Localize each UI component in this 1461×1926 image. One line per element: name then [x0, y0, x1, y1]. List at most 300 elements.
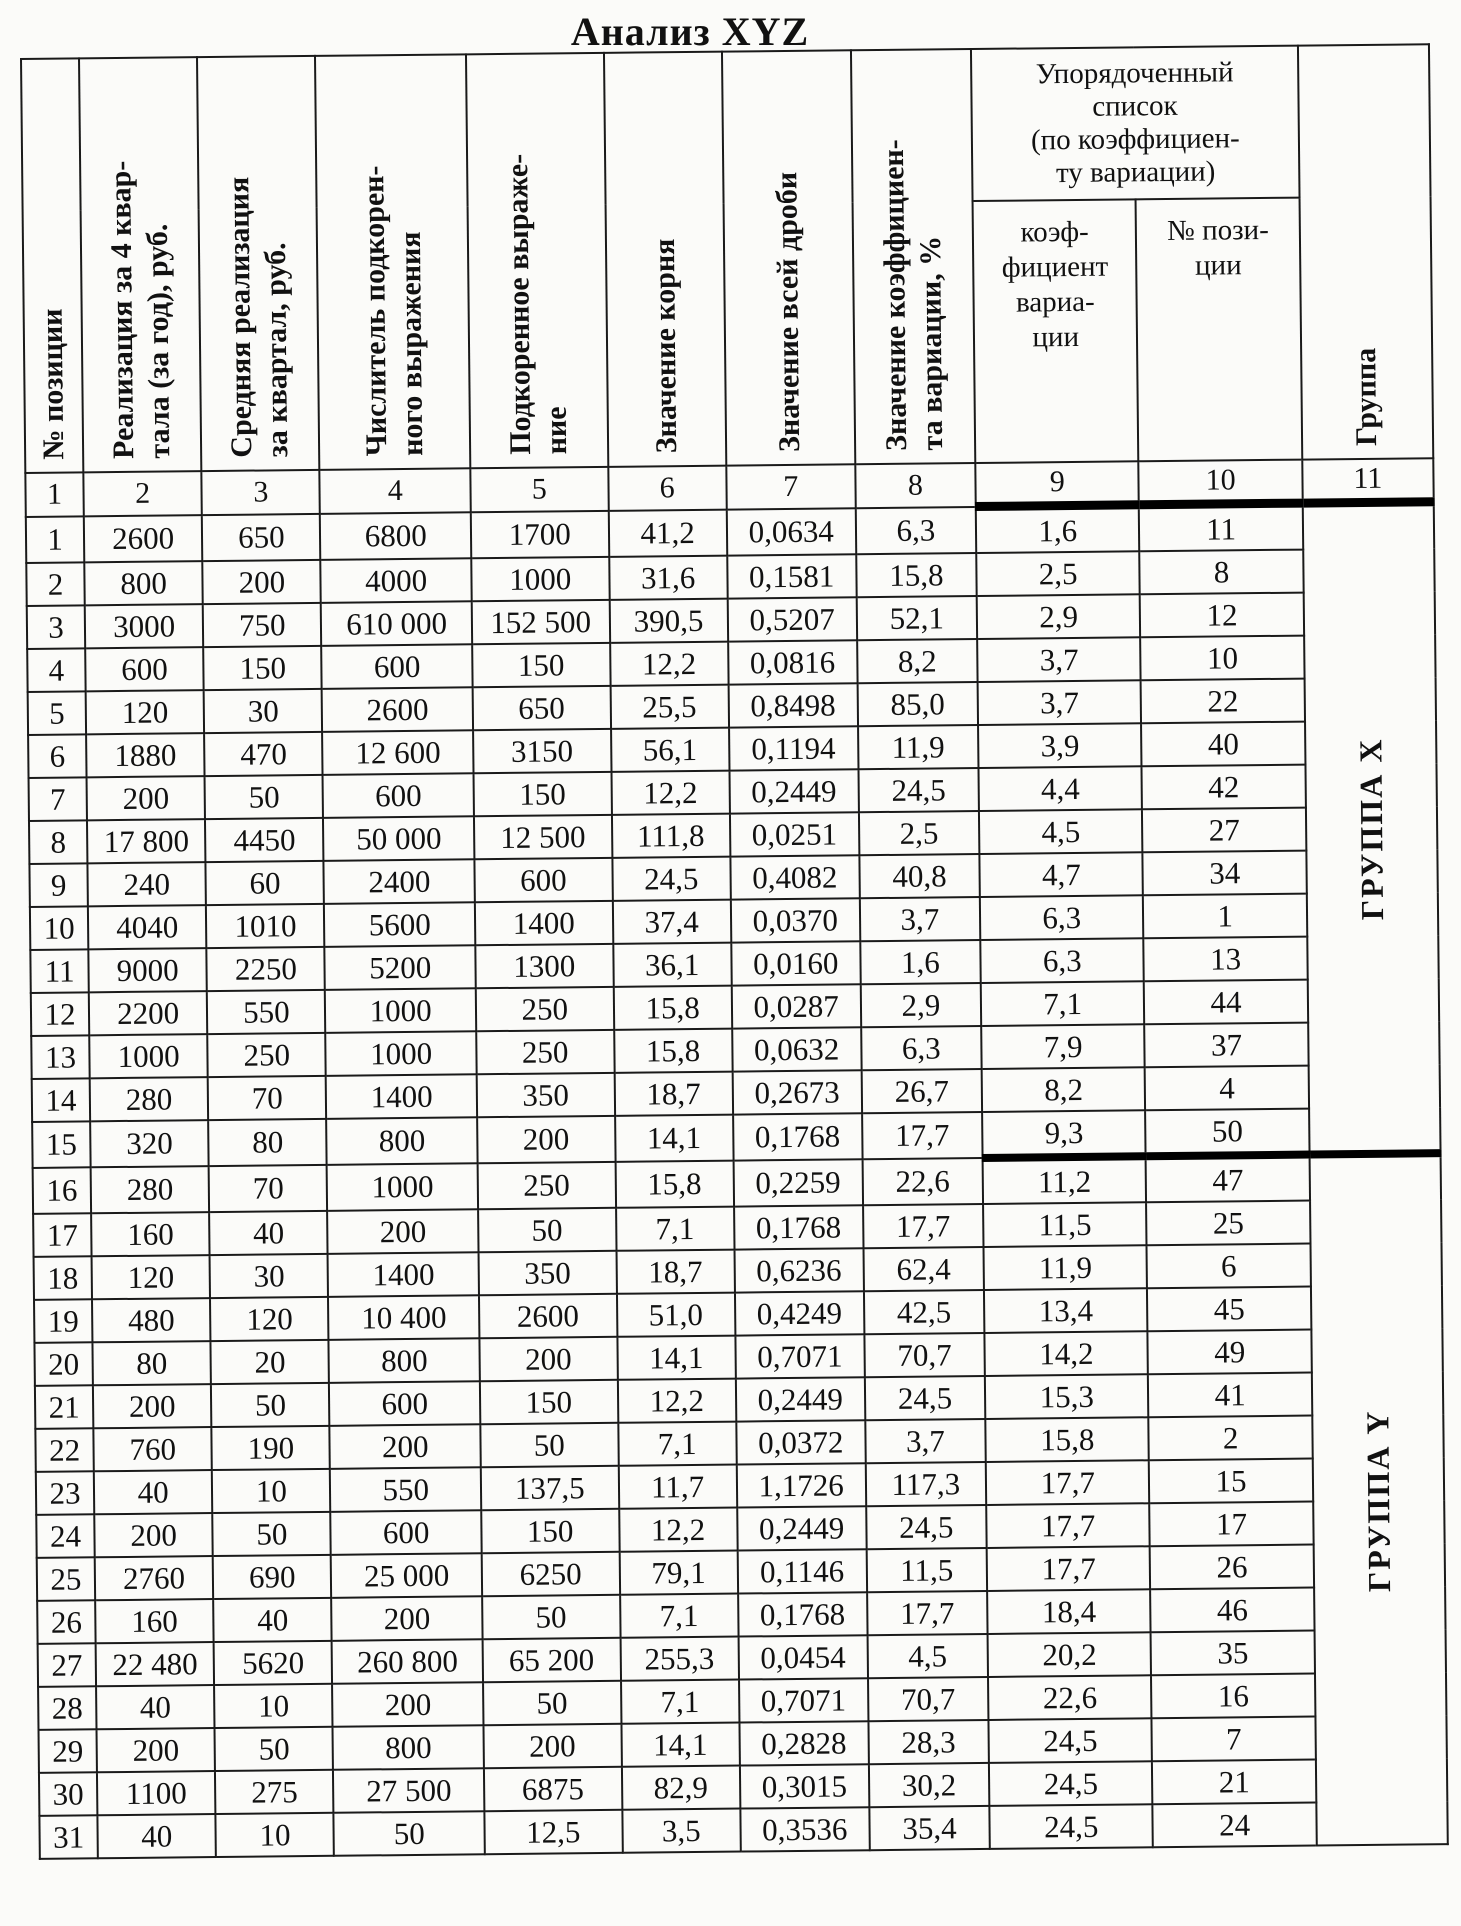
- fraction-cell: 0,8498: [728, 683, 857, 727]
- position-cell: 14: [32, 1078, 90, 1122]
- fraction-cell: 0,0634: [726, 508, 855, 556]
- root-cell: 7,1: [620, 1594, 739, 1638]
- variation-cell: 70,7: [864, 1333, 985, 1377]
- root-cell: 14,1: [617, 1336, 736, 1380]
- sorted-coefficient-cell: 24,5: [989, 1804, 1153, 1849]
- fraction-cell: 0,0454: [738, 1635, 867, 1679]
- numerator-cell: 200: [328, 1209, 479, 1254]
- average-sales-cell: 80: [208, 1119, 327, 1166]
- column-number: 5: [470, 467, 608, 512]
- header-fraction-value: [722, 50, 855, 465]
- sorted-coefficient-cell: 1,6: [976, 505, 1140, 553]
- variation-cell: 70,7: [868, 1677, 989, 1721]
- header-c4-line2: ного выражения: [393, 231, 429, 457]
- root-cell: 7,1: [618, 1422, 737, 1466]
- root-cell: 24,5: [612, 857, 731, 901]
- sorted-coefficient-cell: 17,7: [987, 1546, 1151, 1591]
- variation-cell: 3,7: [865, 1419, 986, 1463]
- header-sorted-position: [1136, 198, 1302, 462]
- annual-sales-cell: 2200: [89, 991, 208, 1035]
- average-sales-cell: 200: [203, 560, 322, 604]
- radicand-cell: 6875: [484, 1767, 622, 1811]
- annual-sales-cell: 40: [97, 1814, 216, 1858]
- variation-cell: 24,5: [858, 768, 979, 812]
- annual-sales-cell: 1100: [97, 1771, 216, 1815]
- sorted-coefficient-cell: 9,3: [982, 1110, 1146, 1158]
- sorted-position-cell: 22: [1141, 679, 1305, 724]
- average-sales-cell: 750: [203, 603, 322, 647]
- group-y-cell: [1309, 1153, 1447, 1845]
- position-cell: 1: [26, 516, 85, 563]
- position-cell: 18: [34, 1256, 92, 1300]
- average-sales-cell: 30: [204, 689, 323, 733]
- annual-sales-cell: 160: [91, 1212, 210, 1256]
- root-cell: 18,7: [614, 1072, 733, 1116]
- header-c8-line1: Значение коэффициен-: [876, 139, 914, 452]
- numerator-cell: 5200: [325, 945, 476, 990]
- sorted-coefficient-cell: 11,2: [983, 1156, 1147, 1204]
- sorted-position-cell: 21: [1152, 1760, 1316, 1805]
- column-number: 6: [608, 466, 727, 511]
- radicand-cell: 50: [483, 1681, 621, 1725]
- sorted-position-cell: 4: [1145, 1066, 1309, 1111]
- variation-cell: 17,7: [862, 1112, 983, 1159]
- annual-sales-cell: 200: [93, 1384, 212, 1428]
- radicand-cell: 250: [478, 1162, 616, 1209]
- radicand-cell: 250: [476, 987, 614, 1031]
- position-cell: 19: [34, 1299, 92, 1343]
- sorted-position-cell: 49: [1148, 1330, 1312, 1375]
- header-c11-text: Группа: [1349, 347, 1384, 447]
- fraction-cell: 0,0160: [731, 941, 860, 985]
- numerator-cell: 550: [330, 1467, 481, 1512]
- numerator-cell: 800: [329, 1338, 480, 1383]
- root-cell: 15,8: [613, 986, 732, 1030]
- sorted-coefficient-cell: 14,2: [984, 1331, 1148, 1376]
- header-c4-line1: Числитель подкорен-: [356, 165, 393, 457]
- header-c2-line1: Реализация за 4 квар-: [104, 160, 141, 460]
- numerator-cell: 800: [327, 1117, 478, 1165]
- root-cell: 7,1: [621, 1680, 740, 1724]
- sorted-coefficient-cell: 11,9: [984, 1245, 1148, 1290]
- sorted-position-cell: 27: [1142, 808, 1306, 853]
- numerator-cell: 200: [333, 1682, 484, 1727]
- column-number: 10: [1139, 460, 1303, 505]
- radicand-cell: 350: [477, 1073, 615, 1117]
- annual-sales-cell: 120: [86, 690, 205, 734]
- fraction-cell: 0,2828: [739, 1721, 868, 1765]
- root-cell: 3,5: [622, 1809, 741, 1853]
- annual-sales-cell: 200: [94, 1513, 213, 1557]
- variation-cell: 17,7: [863, 1204, 984, 1248]
- numerator-cell: 260 800: [332, 1639, 483, 1684]
- sorted-coefficient-cell: 3,7: [977, 637, 1141, 682]
- radicand-cell: 200: [477, 1116, 615, 1163]
- radicand-cell: 150: [473, 772, 611, 816]
- radicand-cell: 152 500: [472, 600, 610, 644]
- header-group-line4: ту вариации): [1055, 155, 1216, 190]
- position-cell: 4: [27, 648, 85, 692]
- average-sales-cell: 50: [215, 1727, 334, 1771]
- numerator-cell: 5600: [324, 902, 475, 947]
- header-radical-numerator: [315, 54, 470, 470]
- table-body: [26, 502, 1448, 1859]
- header-c2-line2: тала (за год), руб.: [140, 223, 177, 459]
- sorted-coefficient-cell: 6,3: [980, 938, 1144, 983]
- sorted-position-cell: 11: [1139, 503, 1303, 551]
- root-cell: 18,7: [616, 1250, 735, 1294]
- variation-cell: 3,7: [860, 897, 981, 941]
- position-cell: 26: [37, 1600, 95, 1644]
- radicand-cell: 600: [474, 858, 612, 902]
- numerator-cell: 1000: [327, 1163, 478, 1211]
- root-cell: 51,0: [616, 1293, 735, 1337]
- position-cell: 13: [31, 1035, 89, 1079]
- position-cell: 12: [31, 992, 89, 1036]
- position-cell: 22: [35, 1428, 93, 1472]
- root-cell: 12,2: [617, 1379, 736, 1423]
- numerator-cell: 800: [333, 1725, 484, 1770]
- radicand-cell: 1300: [475, 944, 613, 988]
- average-sales-cell: 50: [211, 1383, 330, 1427]
- average-sales-cell: 10: [216, 1813, 335, 1857]
- column-number: 4: [320, 468, 471, 513]
- annual-sales-cell: 120: [92, 1255, 211, 1299]
- average-sales-cell: 10: [212, 1469, 331, 1513]
- header-group-line1: Упорядоченный: [1035, 56, 1234, 91]
- radicand-cell: 50: [482, 1595, 620, 1639]
- root-cell: 12,2: [611, 771, 730, 815]
- sorted-position-cell: 40: [1141, 722, 1305, 767]
- fraction-cell: 0,1768: [738, 1592, 867, 1636]
- numerator-cell: 600: [322, 644, 473, 689]
- header-c10-line1: № пози-: [1167, 213, 1269, 247]
- sorted-coefficient-cell: 4,7: [979, 852, 1143, 897]
- sorted-coefficient-cell: 8,2: [982, 1067, 1146, 1112]
- column-number: 3: [202, 470, 321, 515]
- radicand-cell: 2600: [479, 1294, 617, 1338]
- header-root-value: [603, 52, 726, 467]
- column-number: 7: [726, 464, 855, 509]
- annual-sales-cell: 17 800: [87, 819, 206, 863]
- variation-cell: 24,5: [866, 1505, 987, 1549]
- radicand-cell: 1700: [471, 510, 609, 558]
- sorted-coefficient-cell: 18,4: [987, 1589, 1151, 1634]
- sorted-coefficient-cell: 2,5: [976, 551, 1140, 596]
- variation-cell: 1,6: [860, 940, 981, 984]
- sorted-position-cell: 13: [1144, 937, 1308, 982]
- sorted-position-cell: 2: [1149, 1416, 1313, 1461]
- sorted-coefficient-cell: 3,7: [978, 680, 1142, 725]
- root-cell: 12,2: [610, 642, 729, 686]
- root-cell: 11,7: [618, 1465, 737, 1509]
- variation-cell: 11,5: [866, 1548, 987, 1592]
- annual-sales-cell: 40: [96, 1685, 215, 1729]
- annual-sales-cell: 280: [90, 1077, 209, 1121]
- average-sales-cell: 70: [208, 1076, 327, 1120]
- sorted-coefficient-cell: 7,1: [981, 981, 1145, 1026]
- sorted-coefficient-cell: 3,9: [978, 723, 1142, 768]
- root-cell: 255,3: [620, 1637, 739, 1681]
- position-cell: 2: [26, 562, 84, 606]
- position-cell: 10: [30, 906, 88, 950]
- header-c5-line2: ние: [539, 406, 573, 455]
- fraction-cell: 0,2449: [729, 769, 858, 813]
- sorted-position-cell: 16: [1151, 1674, 1315, 1719]
- average-sales-cell: 650: [202, 513, 321, 561]
- average-sales-cell: 250: [207, 1033, 326, 1077]
- column-number: 9: [975, 461, 1139, 506]
- header-c1-text: № позиции: [35, 308, 71, 460]
- sorted-position-cell: 8: [1140, 550, 1304, 595]
- sorted-coefficient-cell: 17,7: [986, 1460, 1150, 1505]
- numerator-cell: 1000: [326, 1031, 477, 1076]
- variation-cell: 17,7: [867, 1591, 988, 1635]
- numerator-cell: 6800: [320, 512, 471, 560]
- header-c3-line2: за квартал, руб.: [259, 242, 295, 458]
- radicand-cell: 200: [483, 1724, 621, 1768]
- header-c10-line2: ции: [1194, 249, 1242, 282]
- annual-sales-cell: 800: [84, 561, 203, 605]
- position-cell: 23: [36, 1471, 94, 1515]
- fraction-cell: 0,1581: [727, 554, 856, 598]
- variation-cell: 62,4: [863, 1247, 984, 1291]
- position-cell: 5: [28, 691, 86, 735]
- root-cell: 31,6: [609, 556, 728, 600]
- variation-cell: 85,0: [857, 682, 978, 726]
- average-sales-cell: 5620: [214, 1641, 333, 1685]
- position-cell: 20: [34, 1342, 92, 1386]
- column-number: 11: [1302, 458, 1434, 503]
- position-cell: 24: [36, 1514, 94, 1558]
- annual-sales-cell: 320: [90, 1120, 209, 1167]
- variation-cell: 26,7: [861, 1069, 982, 1113]
- annual-sales-cell: 200: [87, 776, 206, 820]
- radicand-cell: 150: [481, 1509, 619, 1553]
- header-annual-sales: [79, 57, 202, 472]
- position-cell: 15: [32, 1121, 91, 1168]
- header-sorted-coefficient: [973, 199, 1139, 463]
- sorted-position-cell: 12: [1140, 593, 1304, 638]
- root-cell: 56,1: [611, 728, 730, 772]
- average-sales-cell: 150: [203, 646, 322, 690]
- sorted-coefficient-cell: 17,7: [986, 1503, 1150, 1548]
- numerator-cell: 50 000: [323, 816, 474, 861]
- average-sales-cell: 20: [211, 1340, 330, 1384]
- average-sales-cell: 30: [210, 1254, 329, 1298]
- average-sales-cell: 70: [209, 1165, 328, 1212]
- average-sales-cell: 40: [213, 1598, 332, 1642]
- fraction-cell: 0,1768: [733, 1113, 862, 1160]
- sorted-coefficient-cell: 20,2: [988, 1632, 1152, 1677]
- radicand-cell: 650: [473, 686, 611, 730]
- average-sales-cell: 10: [214, 1684, 333, 1728]
- annual-sales-cell: 240: [87, 862, 206, 906]
- root-cell: 390,5: [609, 599, 728, 643]
- annual-sales-cell: 40: [94, 1470, 213, 1514]
- root-cell: 7,1: [616, 1207, 735, 1251]
- root-cell: 111,8: [611, 814, 730, 858]
- numerator-cell: 1400: [326, 1074, 477, 1119]
- position-cell: 16: [33, 1167, 92, 1214]
- position-cell: 28: [38, 1686, 96, 1730]
- average-sales-cell: 1010: [206, 904, 325, 948]
- average-sales-cell: 60: [206, 861, 325, 905]
- variation-cell: 11,9: [858, 725, 979, 769]
- fraction-cell: 0,2449: [736, 1377, 865, 1421]
- radicand-cell: 150: [480, 1380, 618, 1424]
- radicand-cell: 1000: [471, 557, 609, 601]
- position-cell: 31: [39, 1815, 97, 1859]
- numerator-cell: 25 000: [331, 1553, 482, 1598]
- numerator-cell: 12 600: [323, 730, 474, 775]
- root-cell: 14,1: [621, 1723, 740, 1767]
- fraction-cell: 0,2673: [732, 1070, 861, 1114]
- annual-sales-cell: 200: [97, 1728, 216, 1772]
- sorted-position-cell: 1: [1143, 894, 1307, 939]
- sorted-coefficient-cell: 22,6: [988, 1675, 1152, 1720]
- header-c9-line3: вариа-: [1015, 285, 1095, 319]
- variation-cell: 8,2: [857, 639, 978, 683]
- fraction-cell: 0,3015: [740, 1764, 869, 1808]
- fraction-cell: 0,0632: [732, 1027, 861, 1071]
- header-c9-line4: ции: [1032, 320, 1080, 354]
- fraction-cell: 0,4249: [735, 1291, 864, 1335]
- average-sales-cell: 275: [215, 1770, 334, 1814]
- sorted-position-cell: 46: [1151, 1588, 1315, 1633]
- sorted-position-cell: 41: [1148, 1373, 1312, 1418]
- sorted-position-cell: 25: [1146, 1201, 1310, 1246]
- numerator-cell: 600: [323, 773, 474, 818]
- average-sales-cell: 4450: [205, 818, 324, 862]
- annual-sales-cell: 480: [92, 1298, 211, 1342]
- sorted-position-cell: 42: [1142, 765, 1306, 810]
- numerator-cell: 10 400: [328, 1295, 479, 1340]
- sorted-position-cell: 24: [1153, 1803, 1317, 1848]
- numerator-cell: 50: [334, 1811, 485, 1856]
- header-position-number: [21, 58, 83, 473]
- variation-cell: 2,5: [859, 811, 980, 855]
- group-y-label: ГРУППА Y: [1359, 1409, 1398, 1593]
- root-cell: 15,8: [615, 1161, 734, 1208]
- variation-cell: 2,9: [860, 983, 981, 1027]
- position-cell: 25: [37, 1557, 95, 1601]
- position-cell: 27: [38, 1643, 96, 1687]
- average-sales-cell: 40: [209, 1211, 328, 1255]
- average-sales-cell: 50: [205, 775, 324, 819]
- position-cell: 8: [29, 820, 87, 864]
- average-sales-cell: 2250: [207, 947, 326, 991]
- fraction-cell: 0,1768: [734, 1205, 863, 1249]
- header-average-quarterly: [197, 56, 320, 471]
- header-c5-line1: Подкоренное выраже-: [500, 153, 537, 455]
- average-sales-cell: 470: [204, 732, 323, 776]
- root-cell: 25,5: [610, 685, 729, 729]
- annual-sales-cell: 4040: [88, 905, 207, 949]
- numerator-cell: 2400: [324, 859, 475, 904]
- sorted-position-cell: 34: [1143, 851, 1307, 896]
- header-group-line3: (по коэффициен-: [1030, 122, 1240, 157]
- sorted-coefficient-cell: 4,5: [979, 809, 1143, 854]
- sorted-coefficient-cell: 6,3: [980, 895, 1144, 940]
- sorted-position-cell: 37: [1145, 1023, 1309, 1068]
- header-c3-line1: Средняя реализация: [222, 176, 259, 458]
- sorted-position-cell: 17: [1150, 1502, 1314, 1547]
- group-x-label: ГРУППА X: [1352, 736, 1391, 920]
- header-group: [1298, 44, 1434, 459]
- header-c7-text: Значение всей дроби: [770, 171, 807, 453]
- annual-sales-cell: 280: [91, 1166, 210, 1213]
- root-cell: 15,8: [614, 1029, 733, 1073]
- group-x-cell: [1303, 502, 1441, 1155]
- radicand-cell: 65 200: [483, 1638, 621, 1682]
- sorted-position-cell: 35: [1151, 1631, 1315, 1676]
- fraction-cell: 0,3536: [740, 1807, 869, 1851]
- variation-cell: 30,2: [869, 1763, 990, 1807]
- column-number: 2: [83, 471, 202, 516]
- variation-cell: 52,1: [856, 596, 977, 640]
- position-cell: 21: [35, 1385, 93, 1429]
- fraction-cell: 0,6236: [734, 1248, 863, 1292]
- numerator-cell: 200: [330, 1424, 481, 1469]
- sorted-position-cell: 47: [1146, 1155, 1310, 1203]
- header-c6-text: Значение корня: [647, 238, 683, 454]
- numerator-cell: 610 000: [321, 601, 472, 646]
- root-cell: 37,4: [612, 900, 731, 944]
- sorted-position-cell: 45: [1147, 1287, 1311, 1332]
- annual-sales-cell: 160: [95, 1599, 214, 1643]
- fraction-cell: 0,2259: [733, 1159, 862, 1206]
- fraction-cell: 0,7071: [739, 1678, 868, 1722]
- annual-sales-cell: 9000: [88, 948, 207, 992]
- numerator-cell: 2600: [322, 687, 473, 732]
- page-title: Анализ XYZ: [570, 9, 810, 54]
- variation-cell: 40,8: [859, 854, 980, 898]
- variation-cell: 22,6: [862, 1158, 983, 1205]
- annual-sales-cell: 2760: [95, 1556, 214, 1600]
- radicand-cell: 50: [478, 1208, 616, 1252]
- sorted-position-cell: 7: [1152, 1717, 1316, 1762]
- root-cell: 82,9: [621, 1766, 740, 1810]
- fraction-cell: 0,0372: [736, 1420, 865, 1464]
- column-number: 1: [25, 472, 83, 516]
- annual-sales-cell: 1000: [89, 1034, 208, 1078]
- column-number: 8: [855, 463, 976, 508]
- radicand-cell: 50: [480, 1423, 618, 1467]
- header-group-line2: список: [1092, 89, 1178, 123]
- root-cell: 12,2: [619, 1508, 738, 1552]
- variation-cell: 24,5: [865, 1376, 986, 1420]
- variation-cell: 4,5: [867, 1634, 988, 1678]
- sorted-position-cell: 26: [1150, 1545, 1314, 1590]
- sorted-coefficient-cell: 7,9: [981, 1024, 1145, 1069]
- variation-cell: 15,8: [856, 553, 977, 597]
- radicand-cell: 3150: [473, 729, 611, 773]
- root-cell: 41,2: [608, 509, 727, 557]
- fraction-cell: 0,1146: [737, 1549, 866, 1593]
- position-cell: 30: [39, 1772, 97, 1816]
- radicand-cell: 250: [476, 1030, 614, 1074]
- radicand-cell: 12,5: [484, 1810, 622, 1854]
- fraction-cell: 0,0370: [731, 898, 860, 942]
- fraction-cell: 0,0251: [730, 812, 859, 856]
- root-cell: 36,1: [613, 943, 732, 987]
- root-cell: 79,1: [619, 1551, 738, 1595]
- sorted-coefficient-cell: 24,5: [989, 1718, 1153, 1763]
- header-row-top: [21, 44, 1431, 211]
- numerator-cell: 4000: [321, 558, 472, 603]
- fraction-cell: 0,7071: [735, 1334, 864, 1378]
